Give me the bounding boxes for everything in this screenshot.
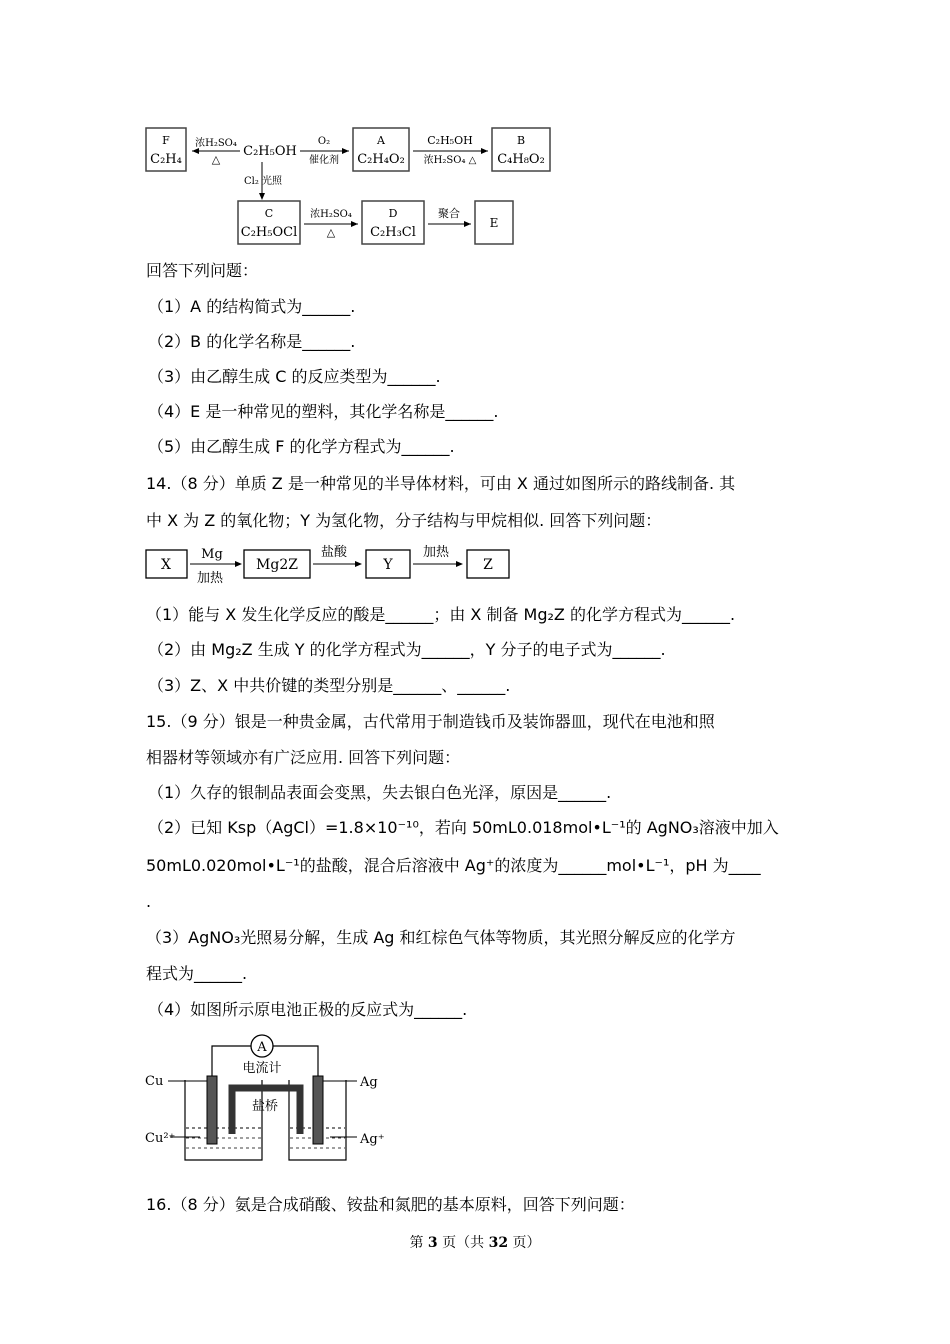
q16-line-1: 16.（8 分）氨是合成硝酸、铵盐和氮肥的基本原料，回答下列问题： xyxy=(146,1195,635,1214)
galvanic-cell-diagram xyxy=(0,1030,950,1170)
ethanol-formula: C₂H₅OH xyxy=(243,144,297,159)
q14-item-1: （1）能与 X 发生化学反应的酸是______；由 X 制备 Mg₂Z 的化学方程式为______. xyxy=(146,605,736,624)
box-B-formula: C₄H₈O₂ xyxy=(497,152,545,167)
q14-item-3: （3）Z、X 中共价键的类型分别是______、______. xyxy=(148,676,511,695)
right-solution-label: Ag⁺ xyxy=(360,1132,385,1147)
arrow1-bottom: 加热 xyxy=(196,571,224,586)
left-electrode-label: Cu xyxy=(145,1074,164,1089)
box-X-label: X xyxy=(161,557,171,573)
arrow-A-top: O₂ xyxy=(317,136,331,147)
box-D-formula: C₂H₃Cl xyxy=(370,225,416,240)
box-E-label: E xyxy=(489,216,499,230)
box-Y-label: Y xyxy=(383,557,393,573)
q13-item-1: （1）A 的结构简式为______. xyxy=(148,297,356,316)
q13-item-4: （4）E 是一种常见的塑料，其化学名称是______. xyxy=(148,402,499,421)
ammeter-symbol: A xyxy=(257,1040,267,1055)
salt-bridge-label: 盐桥 xyxy=(251,1099,279,1114)
arrow-B-top: C₂H₅OH xyxy=(427,134,473,147)
arrow3-top: 加热 xyxy=(422,545,450,560)
box-B-label: B xyxy=(516,134,526,147)
ag-electrode xyxy=(313,1076,323,1144)
arrow-D-bottom: △ xyxy=(326,226,336,239)
footer-page-number: 3 xyxy=(427,1235,438,1251)
q13-item-5: （5）由乙醇生成 F 的化学方程式为______. xyxy=(148,437,455,456)
ammeter-label: 电流计 xyxy=(242,1061,282,1076)
arrow-D-top: 浓H₂SO₄ xyxy=(310,209,352,220)
q13-reaction-scheme xyxy=(0,0,950,260)
page-footer xyxy=(0,1232,950,1252)
q15-item-2a: （2）已知 Ksp（AgCl）=1.8×10⁻¹⁰，若向 50mL0.018mol•L⁻¹的 AgNO₃溶液中加入 xyxy=(148,818,779,837)
q15-item-2c: . xyxy=(146,892,152,911)
left-solution-label: Cu²⁺ xyxy=(145,1131,176,1146)
q13-item-2: （2）B 的化学名称是______. xyxy=(148,332,356,351)
q14-line-1: 14.（8 分）单质 Z 是一种常见的半导体材料，可由 X 通过如图所示的路线制备. 其 xyxy=(146,474,736,493)
q14-line-2: 中 X 为 Z 的氧化物；Y 为氢化物，分子结构与甲烷相似. 回答下列问题： xyxy=(146,511,662,530)
arrow1-top: Mg xyxy=(201,547,223,562)
arrow2-top: 盐酸 xyxy=(320,545,348,560)
footer-middle: 页（共 xyxy=(437,1235,489,1251)
footer-total-pages: 32 xyxy=(488,1235,509,1251)
box-F-formula: C₂H₄ xyxy=(150,152,182,167)
box-F-label: F xyxy=(162,134,170,147)
box-C-formula: C₂H₅OCl xyxy=(240,225,298,240)
q15-item-2b: 50mL0.020mol•L⁻¹的盐酸，混合后溶液中 Ag⁺的浓度为______mol•L⁻¹，pH 为____ xyxy=(146,856,761,875)
q15-item-1: （1）久存的银制品表面会变黑，失去银白色光泽，原因是______. xyxy=(148,783,612,802)
q15-line-2: 相器材等领域亦有广泛应用. 回答下列问题： xyxy=(146,748,461,767)
arrow-F-top: 浓H₂SO₄ xyxy=(195,138,237,149)
arrow-C-side: Cl₂ 光照 xyxy=(244,176,283,187)
arrow-E-top: 聚合 xyxy=(438,207,460,220)
q15-item-3b: 程式为______. xyxy=(146,964,248,983)
right-electrode-label: Ag xyxy=(360,1075,378,1090)
q13-intro: 回答下列问题： xyxy=(146,261,259,280)
arrow-F-bottom: △ xyxy=(211,153,221,166)
box-Mg2Z-label: Mg2Z xyxy=(256,557,298,573)
footer-prefix: 第 xyxy=(409,1235,428,1251)
footer-suffix: 页） xyxy=(508,1235,541,1251)
q15-item-4: （4）如图所示原电池正极的反应式为______. xyxy=(148,1000,468,1019)
q15-item-3a: （3）AgNO₃光照易分解，生成 Ag 和红棕色气体等物质，其光照分解反应的化学方 xyxy=(146,928,736,947)
box-C-label: C xyxy=(264,207,274,220)
q13-item-3: （3）由乙醇生成 C 的反应类型为______. xyxy=(148,367,441,386)
q14-item-2: （2）由 Mg₂Z 生成 Y 的化学方程式为______，Y 分子的电子式为______. xyxy=(148,640,666,659)
box-A-formula: C₂H₄O₂ xyxy=(357,152,405,167)
arrow-A-bottom: 催化剂 xyxy=(309,155,339,166)
q14-route-diagram xyxy=(0,538,950,598)
q15-line-1: 15.（9 分）银是一种贵金属，古代常用于制造钱币及装饰器皿，现代在电池和照 xyxy=(146,712,715,731)
arrow-B-bottom: 浓H₂SO₄ △ xyxy=(423,155,477,166)
box-A-label: A xyxy=(377,134,385,147)
box-Z-label: Z xyxy=(483,557,493,573)
box-D-label: D xyxy=(388,207,398,220)
cu-electrode xyxy=(207,1076,217,1144)
